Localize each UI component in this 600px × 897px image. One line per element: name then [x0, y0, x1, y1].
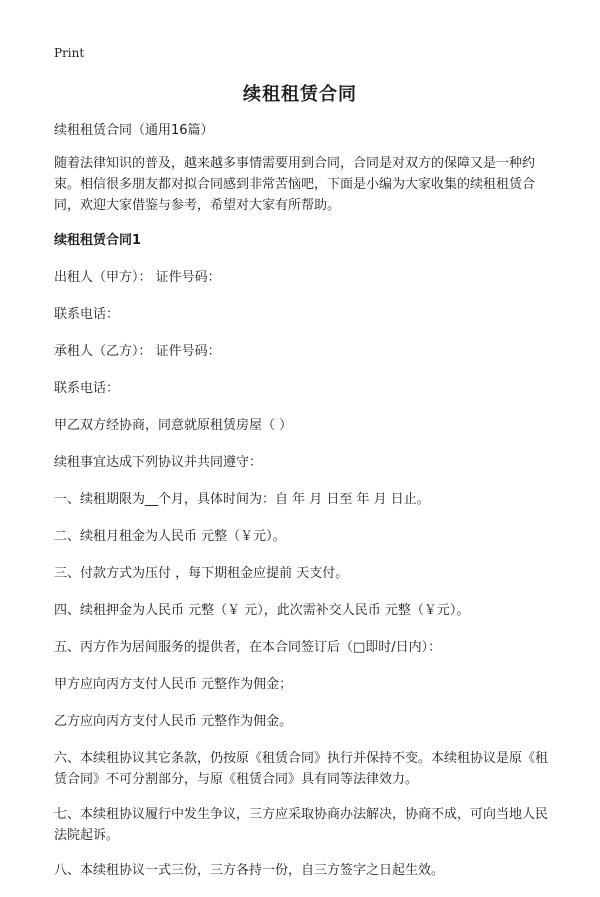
clause-3: 三、付款方式为压付 ，每下期租金应提前 天支付。 — [54, 566, 349, 581]
lessee-phone-field: 联系电话： — [54, 381, 120, 396]
clause-2: 二、续租月租金为人民币 元整（￥元）。 — [54, 529, 286, 544]
document-body — [54, 120, 550, 897]
clause-8: 八、本续租协议一式三份，三方各持一份，自三方签字之日起生效。 — [54, 863, 445, 878]
clause-5a: 甲方应向丙方支付人民币 元整作为佣金； — [54, 677, 293, 692]
document-subtitle: 续租租赁合同（通用16篇） — [54, 123, 214, 138]
clause-5b: 乙方应向丙方支付人民币 元整作为佣金。 — [54, 714, 293, 729]
clause-4: 四、续租押金为人民币 元整（￥ 元），此次需补交人民币 元整（￥元）。 — [54, 603, 470, 618]
print-link[interactable]: Print — [54, 46, 85, 60]
intro-paragraph: 随着法律知识的普及，越来越多事情需要用到合同，合同是对双方的保障又是一种约束。相信很多朋友都对拟合同感到非常苦恼吧，下面是小编为大家收集的续租租赁合同，欢迎大家借鉴与参考，希望对大家有所帮助。 — [54, 156, 536, 213]
document-title: 续租租赁合同 — [243, 84, 357, 105]
clause-7: 七、本续租协议履行中发生争议，三方应采取协商办法解决，协商不成，可向当地人民法院起诉。 — [54, 807, 549, 843]
lessor-phone-field: 联系电话： — [54, 307, 120, 322]
section-heading: 续租租赁合同1 — [54, 233, 142, 248]
clause-1: 一、续租期限为__个月，具体时间为：自 年 月 日至 年 月 日止。 — [54, 492, 430, 507]
clause-6: 六、本续租协议其它条款，仍按原《租赁合同》执行并保持不变。本续租协议是原《租赁合同》不可分割部分，与原《租赁合同》具有同等法律效力。 — [54, 751, 549, 787]
agreement-terms-intro: 续租事宜达成下列协议并共同遵守： — [54, 455, 263, 470]
clause-5: 五、丙方作为居间服务的提供者，在本合同签订后（□即时/日内）： — [54, 640, 442, 655]
lessor-field: 出租人（甲方）： 证件号码： — [54, 270, 221, 285]
agreement-intro: 甲乙双方经协商，同意就原租赁房屋（ ） — [54, 418, 293, 433]
lessee-field: 承租人（乙方）： 证件号码： — [54, 344, 221, 359]
